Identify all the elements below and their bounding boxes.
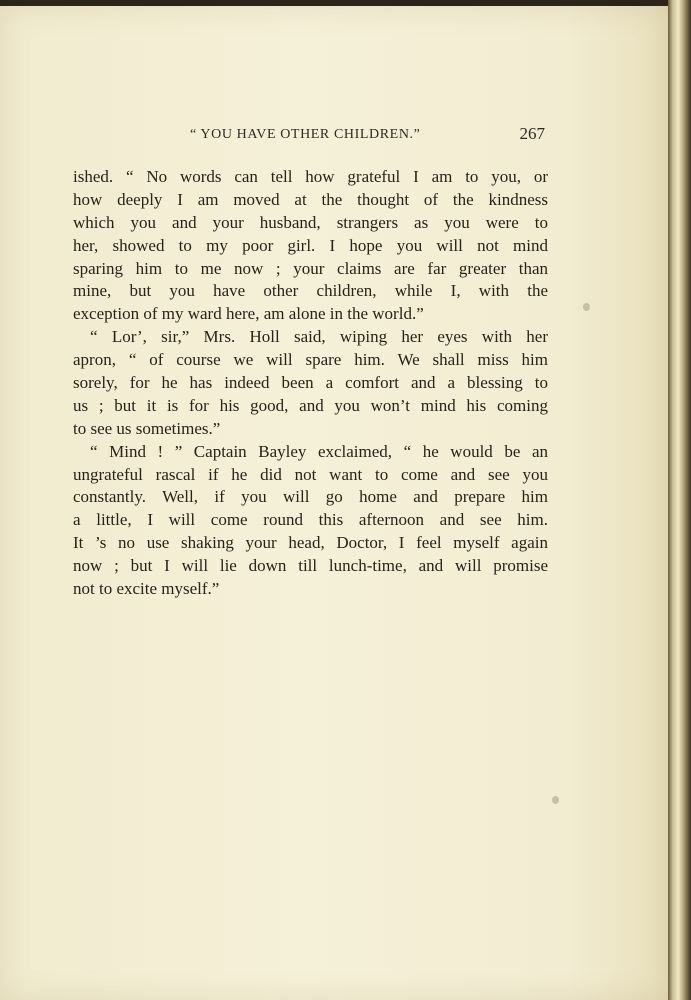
paper-speck (583, 303, 590, 311)
text-line: mine, but you have other children, while I, with the (73, 281, 548, 301)
text-line: sparing him to me now ; your claims are far greater than (73, 258, 548, 278)
text-line: a little, I will come round this afternoon and see him. (73, 510, 548, 530)
text-line: not to excite myself.” (73, 579, 220, 599)
text-line: us ; but it is for his good, and you won’t mind his coming (73, 395, 548, 415)
text-line: her, showed to my poor girl. I hope you will not mind (73, 235, 548, 255)
text-line: sorely, for he has indeed been a comfort and a blessing to (73, 373, 548, 393)
body-text (73, 166, 548, 601)
text-line: to see us sometimes.” (73, 418, 221, 438)
page-edge (668, 0, 691, 1000)
text-line: exception of my ward here, am alone in the world.” (73, 304, 424, 324)
text-line: ished. “ No words can tell how grateful I am to you, or (73, 167, 548, 186)
text-line: constantly. Well, if you will go home and prepare him (73, 487, 548, 507)
text-line: “ Mind ! ” Captain Bayley exclaimed, “ he would be an (90, 441, 548, 461)
text-line: “ Lor’, sir,” Mrs. Holl said, wiping her eyes with her (90, 327, 548, 347)
book-page (0, 6, 668, 1000)
text-line: ungrateful rascal if he did not want to come and see you (73, 464, 548, 484)
running-head: “ YOU HAVE OTHER CHILDREN.” (190, 127, 421, 142)
page-header (75, 124, 547, 146)
text-line: which you and your husband, strangers as you were to (73, 212, 548, 232)
text-line: now ; but I will lie down till lunch-time, and will promise (73, 556, 548, 576)
text-line: apron, “ of course we will spare him. We shall miss him (73, 350, 548, 370)
text-line: how deeply I am moved at the thought of the kindness (73, 189, 548, 209)
text-line: It ’s no use shaking your head, Doctor, I feel myself again (73, 533, 548, 553)
paper-speck (552, 796, 559, 804)
page-number: 267 (519, 124, 545, 143)
